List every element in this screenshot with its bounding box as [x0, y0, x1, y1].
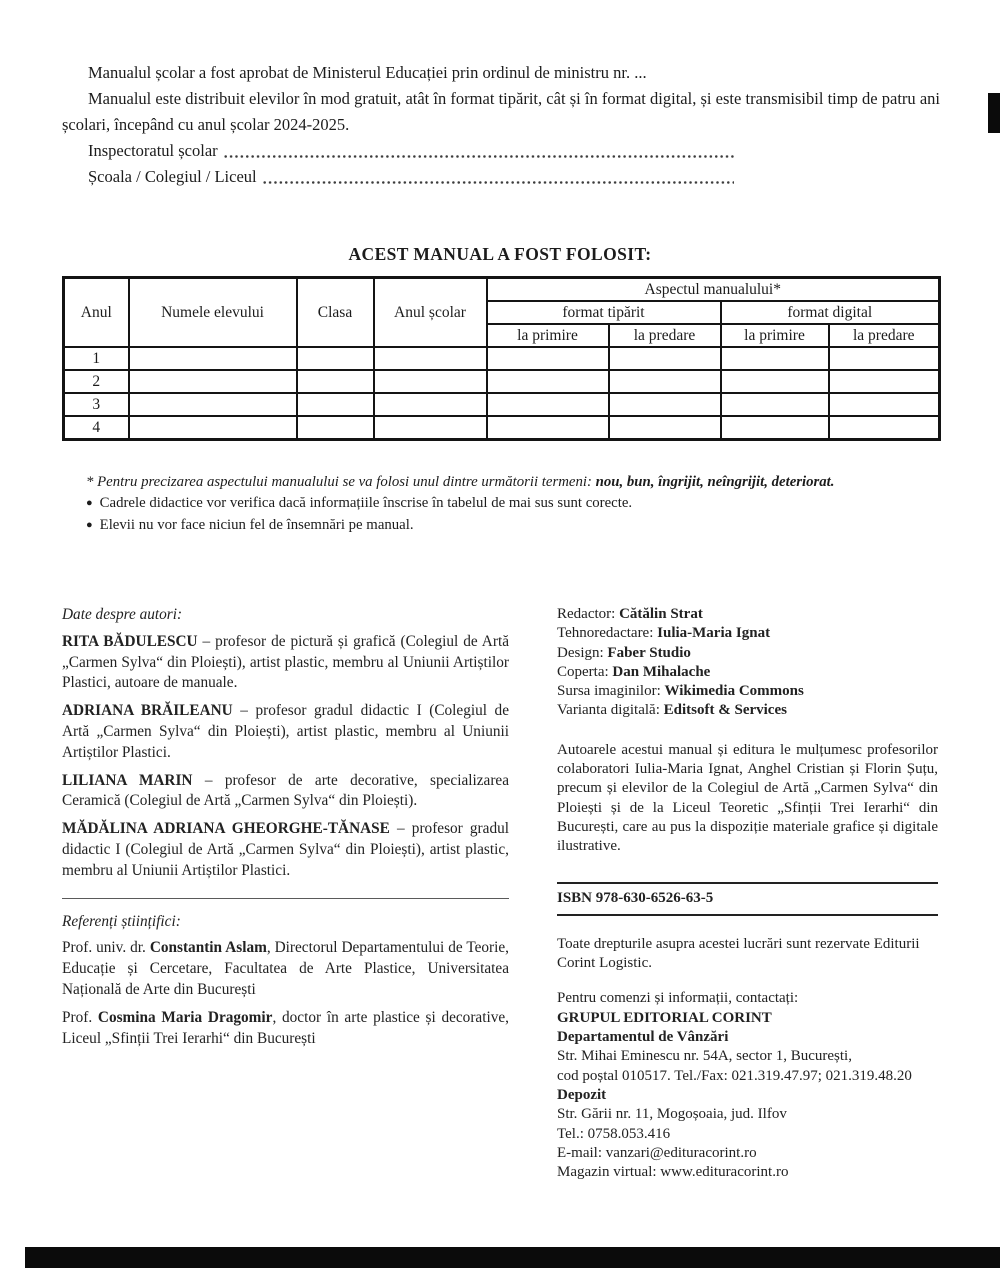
col-header-la-primire: la primire	[487, 324, 609, 347]
authors-column	[62, 605, 509, 1056]
col-header-la-predare: la predare	[609, 324, 721, 347]
credit-value: Faber Studio	[607, 644, 691, 661]
empty-cell	[487, 347, 609, 370]
referent-prefix: Prof. univ. dr.	[62, 939, 150, 957]
row-number-cell: 1	[64, 347, 129, 370]
empty-cell	[297, 393, 374, 416]
dotted-leader	[262, 179, 734, 186]
col-header-aspectul-manualului: Aspectul manualului*	[487, 278, 940, 302]
empty-cell	[721, 347, 829, 370]
empty-cell	[297, 416, 374, 440]
row-number-cell: 4	[64, 416, 129, 440]
phone-line: Tel.: 0758.053.416	[557, 1125, 671, 1142]
bullet-note-text: Elevii nu vor face niciun fel de însemnări pe manual.	[99, 516, 414, 533]
empty-cell	[829, 370, 940, 393]
inspectorate-label: Inspectoratul școlar	[88, 141, 218, 160]
author-name: ADRIANA BRĂILEANU	[62, 702, 233, 720]
author-bio: – profesor de arte decorative, specializarea Ceramică (Colegiul de Artă „Carmen Sylva“ din Ploiești).	[62, 771, 509, 810]
distribution-note: Manualul este distribuit elevilor în mod gratuit, atât în format tipărit, cât și în format digital, și este transmisibil timp de patru ani școlari, începând cu anul școlar 2024-2025.	[62, 89, 940, 134]
footnote-asterisk	[86, 472, 940, 493]
author-entry	[62, 701, 509, 763]
empty-cell	[129, 347, 297, 370]
col-header-la-primire: la primire	[721, 324, 829, 347]
publisher-name: GRUPUL EDITORIAL CORINT	[557, 1009, 772, 1026]
credit-value: Wikimedia Commons	[664, 683, 804, 700]
bullet-note	[86, 493, 940, 515]
rights-notice: Toate drepturile asupra acestei lucrări sunt rezervate Editurii Corint Logistic.	[557, 935, 920, 972]
dotted-leader	[223, 153, 734, 160]
intro-block	[62, 60, 940, 190]
col-header-clasa: Clasa	[297, 278, 374, 348]
bullet-note-text: Cadrele didactice vor verifica dacă informațiile înscrise în tabelul de mai sus sunt corecte.	[99, 494, 633, 511]
sales-dept-label: Departamentul de Vânzări	[557, 1029, 729, 1046]
empty-cell	[374, 347, 487, 370]
usage-table	[62, 276, 941, 441]
contact-intro: Pentru comenzi și informații, contactați:	[557, 990, 799, 1007]
col-header-format-tiparit: format tipărit	[487, 301, 721, 324]
referent-entry	[62, 1008, 509, 1050]
empty-cell	[609, 416, 721, 440]
section-divider	[62, 898, 509, 899]
author-name: RITA BĂDULESCU	[62, 632, 198, 650]
credit-label: Varianta digitală:	[557, 702, 664, 719]
credit-line	[557, 605, 938, 624]
col-header-anul: Anul	[64, 278, 129, 348]
credit-line	[557, 624, 938, 643]
author-bio: – profesor gradul didactic I (Colegiul de Artă „Carmen Sylva“ din Ploiești), artist plastic, membru al Uniunii Artiștilor Plastici.	[62, 702, 509, 761]
author-name: MĂDĂLINA ADRIANA GHEORGHE-TĂNASE	[62, 820, 390, 838]
empty-cell	[297, 347, 374, 370]
referent-prefix: Prof.	[62, 1008, 98, 1026]
empty-cell	[129, 416, 297, 440]
approval-note: Manualul școlar a fost aprobat de Ministerul Educației prin ordinul de ministru nr. ...	[88, 63, 647, 82]
col-header-numele-elevului: Numele elevului	[129, 278, 297, 348]
empty-cell	[487, 393, 609, 416]
empty-cell	[829, 393, 940, 416]
footnote-text: * Pentru precizarea aspectului manualului se va folosi unul dintre următorii termeni:	[86, 474, 596, 490]
col-header-format-digital: format digital	[721, 301, 940, 324]
credit-label: Coperta:	[557, 663, 613, 680]
empty-cell	[829, 347, 940, 370]
credit-line	[557, 682, 938, 701]
address-line: Str. Mihai Eminescu nr. 54A, sector 1, București,	[557, 1048, 852, 1065]
footnote-terms: nou, bun, îngrijit, neîngrijit, deteriorat.	[595, 474, 835, 490]
credit-line	[557, 701, 938, 720]
table-row	[64, 393, 940, 416]
table-row	[64, 416, 940, 440]
table-notes	[86, 472, 940, 536]
referent-name: Constantin Aslam	[149, 939, 267, 957]
empty-cell	[487, 370, 609, 393]
school-label: Școala / Colegiul / Liceul	[88, 167, 257, 186]
credit-value: Iulia-Maria Ignat	[657, 625, 771, 642]
author-bio: – profesor de pictură și grafică (Colegiul de Artă „Carmen Sylva“ din Ploiești), artist plastic, membru al Uniunii Artiștilor Plastici, autoare de manuale.	[62, 632, 509, 692]
row-number-cell: 2	[64, 370, 129, 393]
address-line: cod poștal 010517. Tel./Fax: 021.319.47.97; 021.319.48.20	[557, 1067, 912, 1084]
publishing-column	[557, 605, 938, 1182]
referents-heading: Referenți științifici:	[62, 912, 181, 930]
referent-bio: , doctor în arte plastice și decorative, Liceul „Sfinții Trei Ierarhi“ din București	[62, 1008, 509, 1047]
scan-artifact-right-edge	[988, 93, 1000, 133]
credit-label: Redactor:	[557, 606, 620, 622]
bullet-icon: ●	[86, 496, 93, 509]
author-bio: – profesor gradul didactic I (Colegiul de Artă „Carmen Sylva“ din Ploiești), artist plastic, membru al Uniunii Artiștilor Plastici.	[62, 820, 509, 879]
empty-cell	[721, 370, 829, 393]
credit-label: Sursa imaginilor:	[557, 683, 665, 700]
acknowledgment-paragraph: Autoarele acestui manual și editura le mulțumesc profesorilor colaboratori Iulia-Maria Ignat, Anghel Cristian și Florin Șuțu, precum și elevilor de la Colegiul de Artă „Carmen Sylva“ din Ploiești și de la Liceul Teoretic „Sfinții Trei Ierarhi“ din București, care au pus la dispoziție materiale grafice și digitale ilustrative.	[557, 741, 938, 855]
author-entry	[62, 771, 509, 813]
isbn-text: ISBN 978-630-6526-63-5	[557, 889, 714, 906]
credit-value: Cătălin Strat	[619, 606, 703, 622]
empty-cell	[297, 370, 374, 393]
credit-line	[557, 663, 938, 682]
bullet-note	[86, 515, 940, 537]
referent-entry	[62, 938, 509, 1000]
empty-cell	[609, 347, 721, 370]
col-header-la-predare: la predare	[829, 324, 940, 347]
empty-cell	[609, 393, 721, 416]
empty-cell	[129, 370, 297, 393]
empty-cell	[129, 393, 297, 416]
email-line: E-mail: vanzari@edituracorint.ro	[557, 1144, 757, 1161]
empty-cell	[374, 370, 487, 393]
author-entry	[62, 819, 509, 881]
isbn-block	[557, 882, 938, 916]
empty-cell	[721, 393, 829, 416]
bullet-icon: ●	[86, 518, 93, 531]
credit-label: Tehnoredactare:	[557, 625, 658, 642]
col-header-anul-scolar: Anul școlar	[374, 278, 487, 348]
author-name: LILIANA MARIN	[62, 771, 193, 789]
usage-table-title: ACEST MANUAL A FOST FOLOSIT:	[348, 244, 652, 264]
author-entry	[62, 632, 509, 694]
table-row	[64, 370, 940, 393]
credit-line	[557, 644, 938, 663]
referent-name: Cosmina Maria Dragomir	[97, 1008, 273, 1026]
shop-line: Magazin virtual: www.edituracorint.ro	[557, 1164, 789, 1181]
depot-label: Depozit	[557, 1086, 607, 1103]
empty-cell	[374, 393, 487, 416]
empty-cell	[374, 416, 487, 440]
table-row	[64, 347, 940, 370]
authors-heading: Date despre autori:	[62, 606, 183, 623]
credit-value: Editsoft & Services	[663, 702, 787, 719]
empty-cell	[829, 416, 940, 440]
scan-artifact-bottom-bar	[25, 1247, 1000, 1268]
credit-label: Design:	[557, 644, 608, 661]
school-line	[88, 164, 734, 190]
row-number-cell: 3	[64, 393, 129, 416]
credit-value: Dan Mihalache	[612, 663, 711, 680]
referent-bio: , Directorul Departamentului de Teorie, Educație și Cercetare, Facultatea de Arte Plastice, Universitatea Națională de Arte din București	[62, 939, 510, 998]
empty-cell	[721, 416, 829, 440]
empty-cell	[487, 416, 609, 440]
address-line: Str. Gării nr. 11, Mogoșoaia, jud. Ilfov	[557, 1106, 787, 1123]
empty-cell	[609, 370, 721, 393]
inspectorate-line	[88, 138, 734, 164]
